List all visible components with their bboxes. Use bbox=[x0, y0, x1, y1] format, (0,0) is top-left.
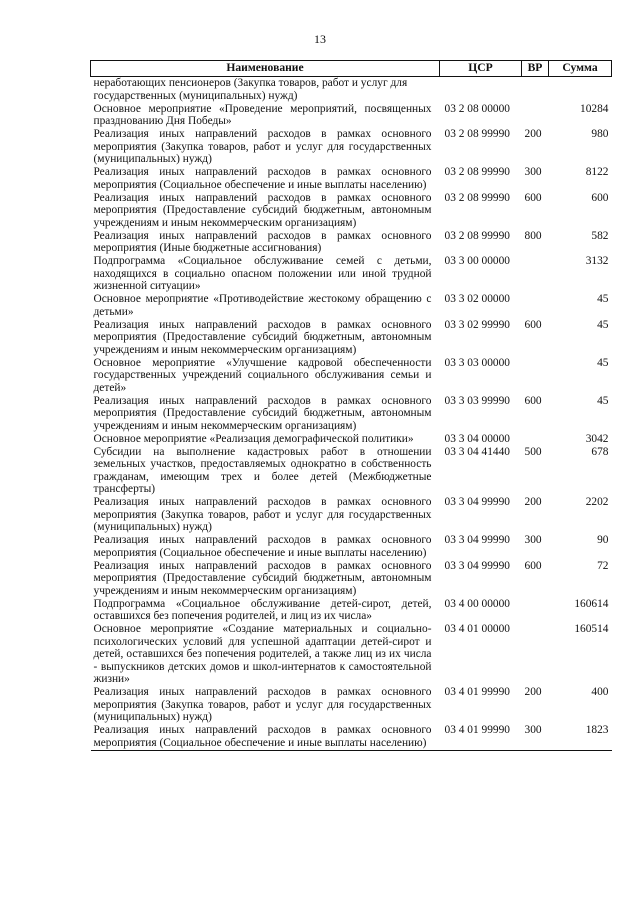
cell-csr: 03 3 02 00000 bbox=[444, 293, 510, 305]
cell-vr: 300 bbox=[524, 166, 542, 178]
cell-csr: 03 4 00 00000 bbox=[444, 597, 510, 610]
cell-name: Основное мероприятие «Реализация демографической политики» bbox=[93, 432, 414, 445]
cell-vr: 200 bbox=[524, 128, 542, 140]
cell-sum: 45 bbox=[597, 318, 609, 331]
cell-csr: 03 3 04 99990 bbox=[444, 559, 510, 572]
cell-csr: 03 2 08 99990 bbox=[444, 229, 510, 242]
cell-name: Основное мероприятие «Противодействие жестокому обращению с детьми» bbox=[93, 293, 432, 318]
cell-sum: 400 bbox=[591, 686, 609, 698]
cell-name: Реализация иных направлений расходов в рамках основного мероприятия (Закупка товаров, работ и услуг для государственных (муниципальных) нужд) bbox=[93, 496, 432, 533]
cell-csr: 03 3 02 99990 bbox=[444, 318, 510, 331]
cell-sum: 678 bbox=[591, 445, 609, 458]
cell-sum: 160614 bbox=[574, 597, 609, 610]
table-row bbox=[91, 230, 612, 256]
cell-name: Подпрограмма «Социальное обслуживание детей-сирот, детей, оставшихся без попечения родителей, и лиц из их числа» bbox=[93, 597, 432, 622]
cell-sum: 10284 bbox=[580, 102, 609, 115]
cell-vr bbox=[522, 293, 549, 319]
cell-name: Основное мероприятие «Создание материальных и социально-психологических условий для успешной адаптации детей-сирот и детей, оставшихся без попечения родителей, а также лиц из их числа - выпускников детских домов и школ-интернатов к самостоятельной жизни» bbox=[93, 623, 432, 685]
cell-csr: 03 3 00 00000 bbox=[444, 255, 510, 267]
cell-sum bbox=[549, 77, 612, 103]
cell-sum: 582 bbox=[591, 229, 609, 242]
cell-vr: 200 bbox=[524, 686, 542, 698]
cell-sum: 160514 bbox=[574, 623, 609, 635]
cell-vr: 200 bbox=[524, 496, 542, 508]
cell-csr: 03 2 08 99990 bbox=[444, 128, 510, 140]
cell-csr: 03 3 04 99990 bbox=[444, 534, 510, 546]
cell-vr: 500 bbox=[524, 445, 542, 458]
table-row bbox=[91, 623, 612, 686]
table-row bbox=[91, 496, 612, 534]
cell-vr bbox=[522, 623, 549, 686]
table-row bbox=[91, 395, 612, 433]
cell-sum: 45 bbox=[597, 293, 609, 305]
table-body bbox=[91, 77, 612, 751]
cell-name: Основное мероприятие «Улучшение кадровой обеспеченности государственных учреждений социального обслуживания семьи и детей» bbox=[93, 356, 432, 394]
cell-csr: 03 4 01 99990 bbox=[440, 724, 522, 750]
cell-csr: 03 2 08 99990 bbox=[444, 166, 510, 178]
cell-sum: 980 bbox=[591, 128, 609, 140]
cell-name: неработающих пенсионеров (Закупка товаров, работ и услуг для государственных (муниципальных) нужд) bbox=[93, 77, 408, 102]
cell-vr: 600 bbox=[524, 559, 542, 572]
table-row bbox=[91, 255, 612, 293]
cell-name: Реализация иных направлений расходов в рамках основного мероприятия (Предоставление субсидий бюджетным, автономным учреждениям и иным некоммерческим организациям) bbox=[93, 394, 432, 432]
cell-csr: 03 3 04 99990 bbox=[444, 496, 510, 508]
cell-vr bbox=[522, 255, 549, 293]
cell-csr: 03 2 08 99990 bbox=[444, 191, 510, 204]
table-row bbox=[91, 446, 612, 497]
cell-csr bbox=[440, 77, 522, 103]
cell-csr: 03 3 04 00000 bbox=[444, 432, 510, 445]
header-csr: ЦСР bbox=[440, 61, 522, 77]
cell-sum: 600 bbox=[591, 191, 609, 204]
cell-name: Субсидии на выполнение кадастровых работ в отношении земельных участков, предоставляемых однократно в собственность гражданам, имеющим трех и более детей (Межбюджетные трансферты) bbox=[93, 445, 432, 495]
table-row bbox=[91, 103, 612, 129]
cell-sum: 90 bbox=[597, 534, 609, 546]
table-row bbox=[91, 357, 612, 395]
cell-csr: 03 3 04 41440 bbox=[444, 445, 510, 458]
cell-vr bbox=[522, 357, 549, 395]
cell-vr: 600 bbox=[524, 318, 542, 331]
cell-vr bbox=[522, 103, 549, 129]
cell-vr bbox=[522, 598, 549, 624]
cell-name: Реализация иных направлений расходов в рамках основного мероприятия (Иные бюджетные ассигнования) bbox=[93, 229, 432, 254]
table-header bbox=[91, 61, 612, 77]
budget-table bbox=[90, 60, 612, 751]
cell-vr: 800 bbox=[524, 229, 542, 242]
cell-sum: 3132 bbox=[585, 255, 609, 267]
header-name: Наименование bbox=[91, 61, 440, 77]
cell-vr bbox=[522, 77, 549, 103]
cell-name: Реализация иных направлений расходов в рамках основного мероприятия (Социальное обеспечение и иные выплаты населению) bbox=[93, 534, 432, 559]
cell-vr: 300 bbox=[522, 724, 549, 750]
table-row bbox=[91, 433, 612, 446]
cell-vr bbox=[522, 433, 549, 446]
page-number: 13 bbox=[314, 32, 326, 46]
cell-vr: 600 bbox=[524, 394, 542, 407]
cell-csr: 03 4 01 99990 bbox=[444, 686, 510, 698]
cell-csr: 03 3 03 99990 bbox=[444, 394, 510, 407]
table-row bbox=[91, 598, 612, 624]
table-row bbox=[91, 560, 612, 598]
cell-vr: 600 bbox=[524, 191, 542, 204]
table-row bbox=[91, 686, 612, 724]
cell-sum: 45 bbox=[597, 356, 609, 369]
cell-sum: 3042 bbox=[585, 432, 609, 445]
cell-csr: 03 3 03 00000 bbox=[444, 356, 510, 369]
table-row bbox=[91, 192, 612, 230]
cell-vr: 300 bbox=[524, 534, 542, 546]
cell-name: Реализация иных направлений расходов в рамках основного мероприятия (Закупка товаров, работ и услуг для государственных (муниципальных) нужд) bbox=[93, 686, 432, 723]
cell-name: Реализация иных направлений расходов в рамках основного мероприятия (Социальное обеспечение и иные выплаты населению) bbox=[91, 724, 440, 750]
cell-name: Реализация иных направлений расходов в рамках основного мероприятия (Предоставление субсидий бюджетным, автономным учреждениям и иным некоммерческим организациям) bbox=[93, 318, 432, 356]
cell-name: Основное мероприятие «Проведение мероприятий, посвященных празднованию Дня Победы» bbox=[93, 102, 432, 127]
table-row bbox=[91, 166, 612, 192]
cell-sum: 2202 bbox=[585, 496, 609, 508]
cell-sum: 72 bbox=[597, 559, 609, 572]
cell-name: Подпрограмма «Социальное обслуживание семей с детьми, находящихся в социально опасном положении или иной трудной жизненной ситуации» bbox=[93, 255, 432, 292]
table-row bbox=[91, 77, 612, 103]
table-row bbox=[91, 724, 612, 750]
table-row bbox=[91, 128, 612, 166]
cell-sum: 1823 bbox=[549, 724, 612, 750]
cell-name: Реализация иных направлений расходов в рамках основного мероприятия (Предоставление субсидий бюджетным, автономным учреждениям и иным некоммерческим организациям) bbox=[93, 559, 432, 597]
cell-sum: 8122 bbox=[585, 166, 609, 178]
cell-name: Реализация иных направлений расходов в рамках основного мероприятия (Предоставление субсидий бюджетным, автономным учреждениям и иным некоммерческим организациям) bbox=[93, 191, 432, 229]
cell-csr: 03 4 01 00000 bbox=[444, 623, 510, 635]
table-row bbox=[91, 293, 612, 319]
header-vr: ВР bbox=[522, 61, 549, 77]
cell-name: Реализация иных направлений расходов в рамках основного мероприятия (Социальное обеспечение и иные выплаты населению) bbox=[93, 166, 432, 191]
table-row bbox=[91, 534, 612, 560]
table-row bbox=[91, 319, 612, 357]
cell-name: Реализация иных направлений расходов в рамках основного мероприятия (Закупка товаров, работ и услуг для государственных (муниципальных) нужд) bbox=[93, 128, 432, 165]
header-sum: Сумма bbox=[549, 61, 612, 77]
cell-sum: 45 bbox=[597, 394, 609, 407]
cell-csr: 03 2 08 00000 bbox=[444, 102, 510, 115]
